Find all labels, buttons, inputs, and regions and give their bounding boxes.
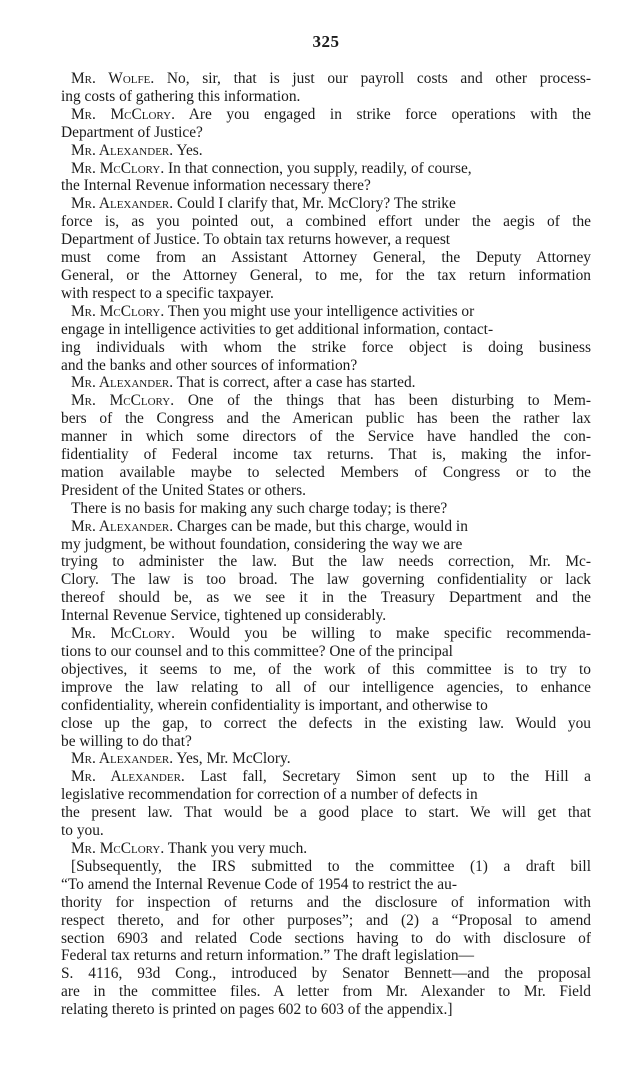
line-text: must come from an Assistant Attorney General, the Deputy Attorney <box>61 249 591 267</box>
text-line <box>61 589 591 607</box>
text-line <box>61 876 591 894</box>
line-text: ing costs of gathering this information. <box>61 87 301 105</box>
transcript-paragraph <box>61 768 591 840</box>
line-text: “To amend the Internal Revenue Code of 1954 to restrict the au- <box>61 875 457 893</box>
speaker-name: Mr. McClory. <box>71 839 165 857</box>
text-line <box>61 177 591 195</box>
line-text: Yes, Mr. McClory. <box>173 750 291 768</box>
line-text: [Subsequently, the IRS submitted to the committee (1) a draft bill <box>71 857 591 875</box>
line-text: fidentiality of Federal income tax returns. That is, making the infor- <box>61 446 591 464</box>
transcript-paragraph <box>61 392 591 499</box>
transcript-paragraph <box>61 70 591 106</box>
line-text: Are you engaged in strike force operations with the <box>174 105 591 123</box>
line-text: Internal Revenue Service, tightened up considerably. <box>61 607 387 625</box>
text-line <box>61 106 591 124</box>
text-line <box>61 822 591 840</box>
text-line <box>61 912 591 930</box>
line-text: Could I clarify that, Mr. McClory? The strike <box>173 195 456 213</box>
line-text: engage in intelligence activities to get additional information, contact- <box>61 320 494 338</box>
text-line <box>61 482 591 500</box>
line-text: mation available maybe to selected Members of Congress or to the <box>61 463 591 481</box>
transcript-paragraph <box>61 142 591 160</box>
speaker-name: Mr. McClory. <box>71 625 175 643</box>
line-text: Would you be willing to make specific recommenda- <box>174 625 591 643</box>
hearing-transcript <box>61 70 591 1019</box>
text-line <box>61 894 591 912</box>
speaker-name: Mr. Wolfe. <box>71 70 155 87</box>
line-text: Clory. The law is too broad. The law governing confidentiality or lack <box>61 571 591 589</box>
speaker-name: Mr. Alexander. <box>71 141 174 159</box>
text-line <box>61 607 591 625</box>
transcript-paragraph <box>61 160 591 196</box>
line-text: relating thereto is printed on pages 602 to 603 of the appendix.] <box>61 1001 453 1019</box>
line-text: General, or the Attorney General, to me, for the tax return information <box>61 266 591 284</box>
line-text: ing individuals with whom the strike force object is doing business <box>61 338 591 356</box>
text-line <box>61 983 591 1001</box>
text-line <box>61 321 591 339</box>
line-text: S. 4116, 93d Cong., introduced by Senator Bennett—and the proposal <box>61 965 592 983</box>
text-line <box>61 536 591 554</box>
text-line <box>61 213 591 231</box>
line-text: are in the committee files. A letter from Mr. Alexander to Mr. Field <box>61 983 591 1001</box>
text-line <box>61 142 591 160</box>
transcript-paragraph <box>61 106 591 142</box>
line-text: force is, as you pointed out, a combined effort under the aegis of the <box>61 213 591 231</box>
text-line <box>61 303 591 321</box>
speaker-name: Mr. McClory. <box>71 392 175 410</box>
transcript-paragraph <box>61 303 591 375</box>
page-number: 325 <box>312 32 340 51</box>
line-text: objectives, it seems to me, of the work of this committee is to try to <box>61 660 591 678</box>
line-text: No, sir, that is just our payroll costs and other process- <box>154 70 591 87</box>
line-text: legislative recommendation for correction of a number of defects in <box>61 786 478 804</box>
text-line <box>61 374 591 392</box>
line-text: manner in which some directors of the Service have handled the con- <box>61 428 591 446</box>
line-text: tions to our counsel and to this committee? One of the principal <box>61 643 453 660</box>
text-line <box>61 500 591 518</box>
text-line <box>61 339 591 357</box>
line-text: close up the gap, to correct the defects in the existing law. Would you <box>61 714 591 732</box>
line-text: Then you might use your intelligence activities or <box>164 302 475 320</box>
text-line <box>61 88 591 106</box>
speaker-name: Mr. Alexander. <box>71 750 174 768</box>
text-line <box>61 947 591 965</box>
line-text: my judgment, be without foundation, considering the way we are <box>61 535 463 553</box>
line-text: with respect to a specific taxpayer. <box>61 284 274 302</box>
speaker-name: Mr. McClory. <box>71 105 175 123</box>
text-line <box>61 410 591 428</box>
text-line <box>61 661 591 679</box>
speaker-name: Mr. McClory. <box>71 302 165 320</box>
text-line <box>61 697 591 715</box>
line-text: Last fall, Secretary Simon sent up to the Hill a <box>184 768 591 786</box>
speaker-name: Mr. Alexander. <box>71 517 174 535</box>
text-line <box>61 1001 591 1019</box>
text-line <box>61 679 591 697</box>
text-line <box>61 625 591 643</box>
line-text: That is correct, after a case has started. <box>173 374 416 392</box>
text-line <box>61 750 591 768</box>
line-text: improve the law relating to all of our intelligence agencies, to enhance <box>61 678 591 696</box>
text-line <box>61 70 591 88</box>
line-text: There is no basis for making any such charge today; is there? <box>71 499 448 517</box>
line-text: thereof should be, as we see it in the Treasury Department and the <box>61 589 591 607</box>
transcript-paragraph <box>61 195 591 302</box>
text-line <box>61 357 591 375</box>
text-line <box>61 786 591 804</box>
transcript-paragraph <box>61 858 591 1019</box>
text-line <box>61 249 591 267</box>
speaker-name: Mr. McClory. <box>71 159 165 177</box>
line-text: trying to administer the law. But the law needs correction, Mr. Mc- <box>61 553 591 571</box>
text-line <box>61 285 591 303</box>
document-page <box>61 32 591 1019</box>
line-text: Thank you very much. <box>164 839 308 857</box>
text-line <box>61 768 591 786</box>
speaker-name: Mr. Alexander. <box>71 195 174 213</box>
text-line <box>61 733 591 751</box>
transcript-paragraph <box>61 500 591 518</box>
text-line <box>61 124 591 142</box>
text-line <box>61 930 591 948</box>
line-text: In that connection, you supply, readily, of course, <box>164 159 472 177</box>
text-line <box>61 715 591 733</box>
text-line <box>61 231 591 249</box>
text-line <box>61 392 591 410</box>
line-text: One of the things that has been disturbing to Mem- <box>174 392 591 410</box>
text-line <box>61 840 591 858</box>
line-text: respect thereto, and for other purposes”; and (2) a “Proposal to amend <box>61 911 591 929</box>
text-line <box>61 267 591 285</box>
line-text: Department of Justice? <box>61 123 203 141</box>
text-line <box>61 518 591 536</box>
line-text: the Internal Revenue information necessary there? <box>61 177 371 195</box>
text-line <box>61 553 591 571</box>
text-line <box>61 571 591 589</box>
text-line <box>61 446 591 464</box>
line-text: Yes. <box>173 141 203 159</box>
line-text: President of the United States or others. <box>61 481 306 499</box>
text-line <box>61 195 591 213</box>
text-line <box>61 464 591 482</box>
line-text: the present law. That would be a good place to start. We will get that <box>61 804 591 822</box>
line-text: Department of Justice. To obtain tax returns however, a request <box>61 231 451 249</box>
text-line <box>61 643 591 661</box>
line-text: be willing to do that? <box>61 732 192 750</box>
speaker-name: Mr. Alexander. <box>71 374 174 392</box>
line-text: Federal tax returns and return information.” The draft legislation— <box>61 947 474 965</box>
text-line <box>61 965 591 983</box>
transcript-paragraph <box>61 750 591 768</box>
transcript-paragraph <box>61 625 591 750</box>
line-text: Charges can be made, but this charge, would in <box>173 517 468 535</box>
line-text: bers of the Congress and the American public has been the rather lax <box>61 410 591 428</box>
line-text: confidentiality, wherein confidentiality is important, and otherwise to <box>61 696 488 714</box>
transcript-paragraph <box>61 374 591 392</box>
text-line <box>61 804 591 822</box>
text-line <box>61 858 591 876</box>
text-line <box>61 160 591 178</box>
speaker-name: Mr. Alexander. <box>71 768 185 786</box>
line-text: thority for inspection of returns and the disclosure of information with <box>61 893 591 911</box>
transcript-paragraph <box>61 518 591 625</box>
transcript-paragraph <box>61 840 591 858</box>
line-text: section 6903 and related Code sections having to do with disclosure of <box>61 929 591 947</box>
line-text: and the banks and other sources of information? <box>61 356 358 374</box>
text-line <box>61 428 591 446</box>
line-text: to you. <box>61 822 104 840</box>
